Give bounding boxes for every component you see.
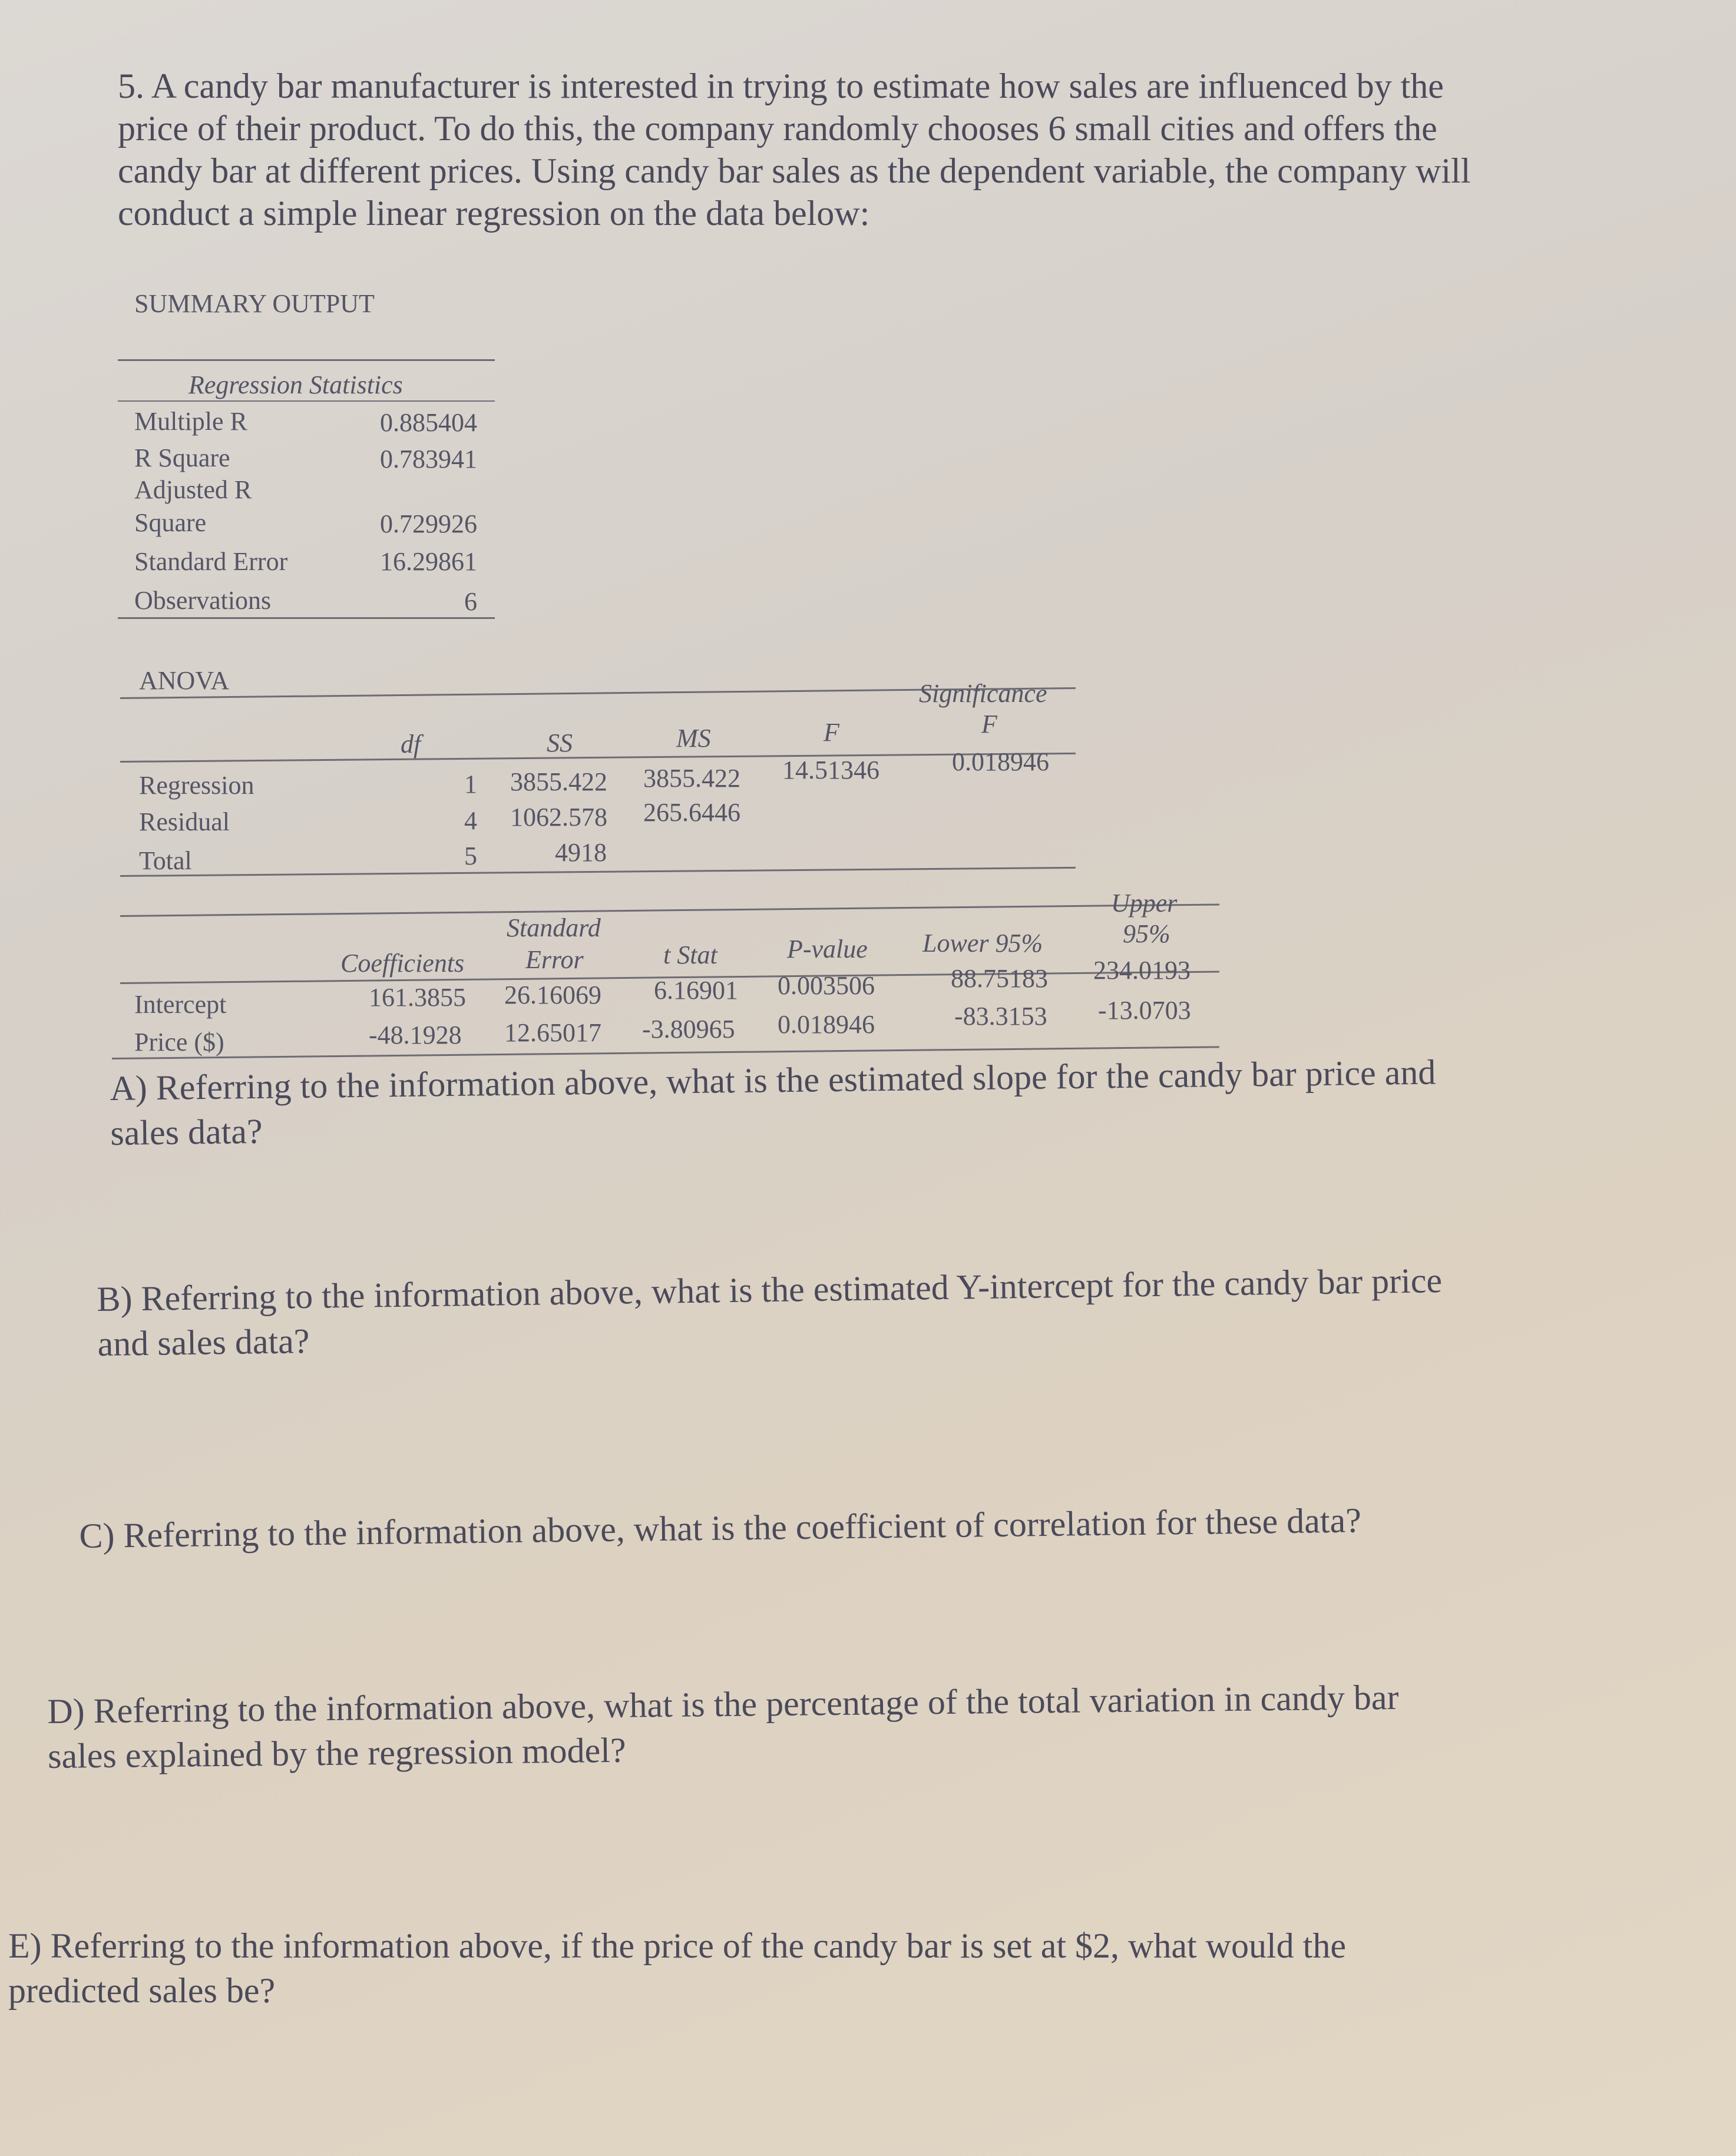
coef-header-lower: Lower 95% (922, 929, 1043, 958)
question-a (110, 1050, 1437, 1155)
rule (118, 359, 495, 361)
anova-row-label: Regression (139, 771, 254, 800)
stat-label-cont: Square (134, 508, 207, 537)
coef-row-label: Price ($) (134, 1028, 224, 1057)
intro-line: 5. A candy bar manufacturer is interested in trying to estimate how sales are influenced by the (118, 67, 1444, 105)
coef-se: 26.16069 (504, 981, 601, 1009)
anova-header-df: df (401, 730, 421, 759)
stat-label: Observations (134, 586, 272, 615)
coef-t: -3.80965 (642, 1015, 735, 1044)
coef-header-standard: Standard (507, 913, 601, 942)
question-line: C) Referring to the information above, what is the coefficient of correlation for these data? (79, 1501, 1362, 1555)
anova-row-label: Residual (139, 807, 230, 836)
question-d (47, 1675, 1400, 1779)
anova-df: 1 (464, 770, 477, 799)
coef-header-tstat: t Stat (663, 940, 717, 969)
anova-header-ms: MS (676, 724, 711, 753)
coef-header-error: Error (525, 945, 584, 974)
rule (120, 753, 1076, 763)
question-line: predicted sales be? (8, 1971, 276, 2010)
stat-value: 0.783941 (380, 445, 477, 473)
anova-ss: 4918 (555, 838, 607, 867)
coef-header-coefficients: Coefficients (340, 949, 465, 978)
question-line: D) Referring to the information above, what is the percentage of the total variation in candy bar (47, 1677, 1399, 1731)
anova-ms: 265.6446 (643, 798, 740, 827)
anova-df: 5 (464, 842, 477, 870)
stat-value: 16.29861 (380, 547, 477, 576)
anova-header-ss: SS (547, 728, 573, 757)
stat-value: 6 (464, 587, 477, 616)
anova-header-sig-f: F (981, 710, 997, 738)
question-line: sales data? (110, 1111, 263, 1152)
coef-value: -48.1928 (369, 1021, 462, 1049)
stat-value: 0.885404 (380, 408, 477, 437)
intro-line: price of their product. To do this, the company randomly chooses 6 small cities and offers the (118, 109, 1437, 148)
stat-label: Multiple R (134, 407, 247, 436)
anova-sig: 0.018946 (952, 747, 1049, 776)
anova-header-f: F (824, 718, 839, 747)
coef-upper: 234.0193 (1093, 956, 1191, 985)
question-e (8, 1923, 1346, 2013)
regression-statistics-header: Regression Statistics (189, 370, 403, 399)
question-b (97, 1258, 1443, 1366)
stat-label: Standard Error (134, 547, 288, 576)
rule (120, 903, 1219, 917)
rule (118, 617, 495, 619)
rule (120, 867, 1076, 877)
coef-se: 12.65017 (504, 1018, 601, 1047)
coef-lower: -83.3153 (954, 1002, 1047, 1031)
anova-ms: 3855.422 (643, 764, 740, 793)
question-line: and sales data? (97, 1321, 310, 1363)
coef-p: 0.003506 (778, 971, 875, 1000)
question-line: E) Referring to the information above, if the price of the candy bar is set at $2, what would the (8, 1926, 1346, 1965)
stat-label: R Square (134, 443, 230, 472)
intro-line: candy bar at different prices. Using candy bar sales as the dependent variable, the company will (118, 151, 1471, 190)
intro-line: conduct a simple linear regression on the data below: (118, 194, 870, 233)
question-line: sales explained by the regression model? (47, 1730, 626, 1776)
stat-value: 0.729926 (380, 509, 477, 538)
question-line: A) Referring to the information above, what is the estimated slope for the candy bar price and (110, 1052, 1436, 1108)
anova-ss: 3855.422 (510, 767, 607, 796)
problem-intro (118, 65, 1561, 234)
anova-header-sig: Significance (919, 679, 1047, 708)
coef-header-upper-95: 95% (1123, 919, 1170, 948)
coef-row-label: Intercept (134, 990, 227, 1019)
coef-p: 0.018946 (778, 1010, 875, 1039)
summary-output-title: SUMMARY OUTPUT (134, 289, 375, 318)
stat-label: Adjusted R (134, 475, 252, 504)
rule (118, 400, 495, 402)
coef-lower: 88.75183 (951, 964, 1048, 993)
anova-title: ANOVA (139, 666, 230, 695)
anova-df: 4 (464, 806, 477, 835)
coef-upper: -13.0703 (1098, 996, 1191, 1025)
question-c (79, 1498, 1361, 1558)
coef-header-upper: Upper (1111, 889, 1178, 918)
coef-header-pvalue: P-value (787, 935, 868, 963)
coef-t: 6.16901 (654, 976, 738, 1005)
question-line: B) Referring to the information above, what is the estimated Y-intercept for the candy bar price (97, 1261, 1443, 1319)
anova-f: 14.51346 (782, 756, 879, 784)
anova-ss: 1062.578 (510, 803, 607, 832)
coef-value: 161.3855 (369, 983, 466, 1012)
anova-row-label: Total (139, 846, 192, 875)
